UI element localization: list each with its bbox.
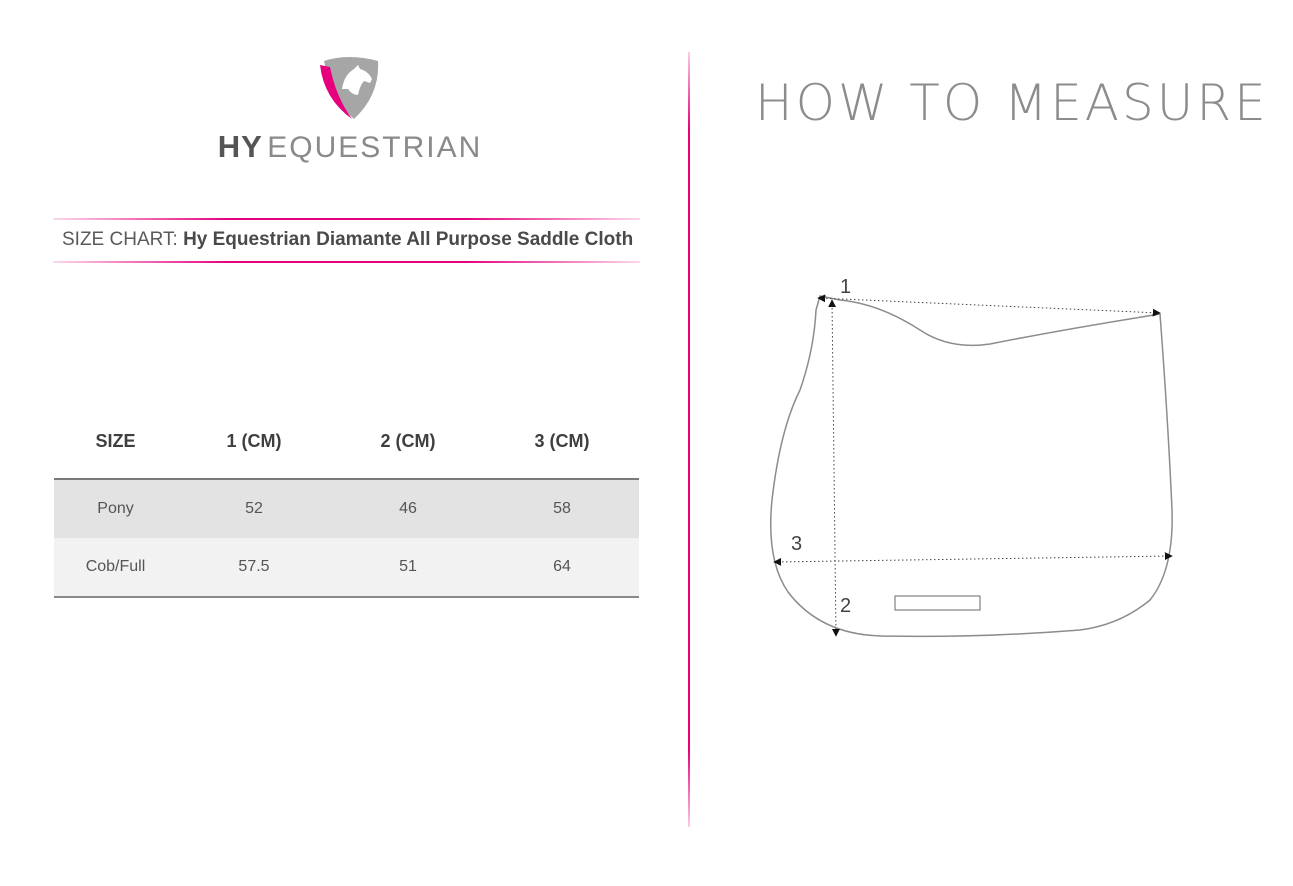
table-row — [54, 538, 639, 597]
brand-equestrian: EQUESTRIAN — [267, 131, 483, 164]
header-measure-3: 3 (CM) — [485, 404, 639, 479]
saddle-cloth-outline — [771, 296, 1172, 636]
brand-wordmark — [200, 129, 500, 165]
size-chart-prefix: SIZE CHART: — [62, 229, 184, 250]
cell-measure-2: 51 — [331, 538, 485, 597]
cell-measure-1: 57.5 — [177, 538, 331, 597]
header-measure-1: 1 (CM) — [177, 404, 331, 479]
header-measure-2: 2 (CM) — [331, 404, 485, 479]
product-name: Hy Equestrian Diamante All Purpose Saddle Cloth — [183, 229, 634, 250]
label-patch — [895, 596, 980, 610]
top-rule — [53, 218, 640, 220]
brand-hy: HY — [217, 129, 263, 164]
horse-shield-icon — [318, 55, 382, 121]
cell-measure-2: 46 — [331, 479, 485, 538]
cell-measure-3: 64 — [485, 538, 639, 597]
measure-line-3 — [774, 556, 1172, 562]
how-to-measure-title: HOW TO MEASURE — [755, 74, 1269, 132]
cell-size: Cob/Full — [54, 538, 177, 597]
size-chart-title — [62, 229, 633, 251]
measure-label-2: 2 — [840, 595, 852, 617]
cell-measure-3: 58 — [485, 479, 639, 538]
table-header-row — [54, 404, 639, 479]
measure-label-1: 1 — [840, 276, 852, 298]
bottom-rule — [53, 261, 640, 263]
brand-logo — [200, 55, 500, 175]
table-row — [54, 479, 639, 538]
vertical-divider — [688, 52, 690, 827]
saddle-cloth-diagram — [760, 270, 1190, 650]
cell-measure-1: 52 — [177, 479, 331, 538]
size-table — [54, 404, 639, 598]
measure-label-3: 3 — [791, 533, 803, 555]
cell-size: Pony — [54, 479, 177, 538]
header-size: SIZE — [54, 404, 177, 479]
measure-line-2 — [832, 300, 836, 636]
